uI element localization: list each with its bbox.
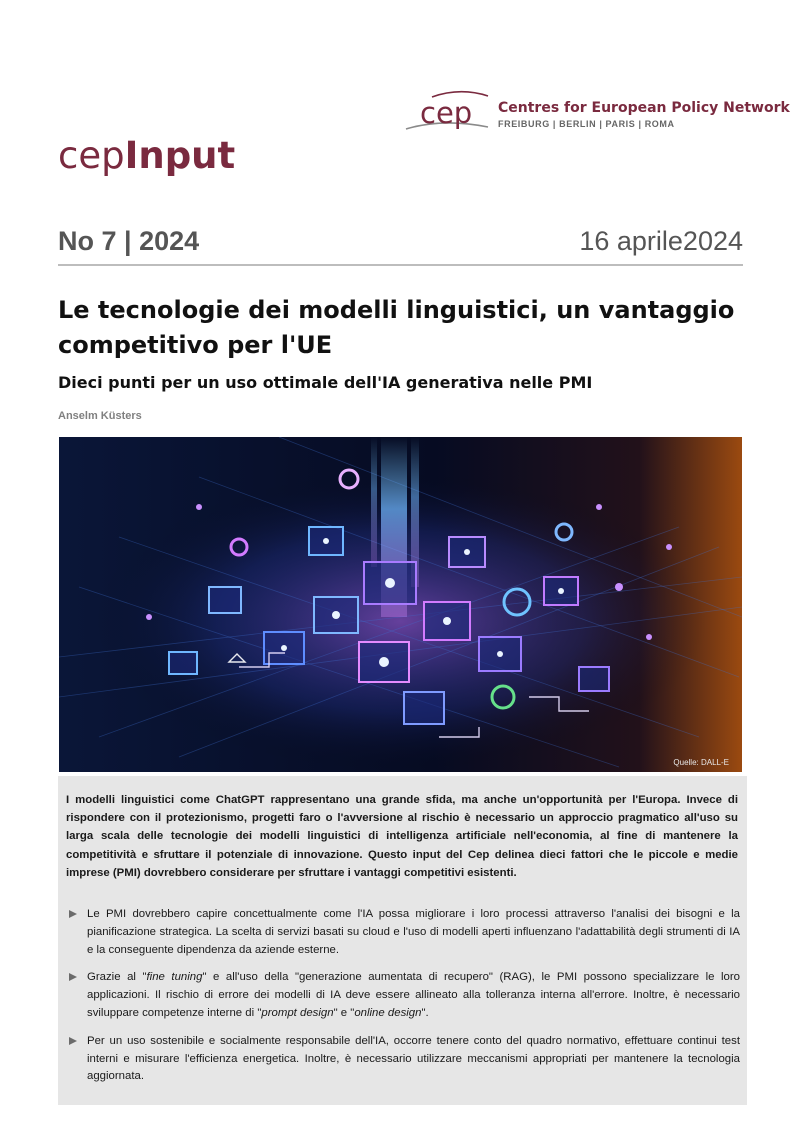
publication-brand [58, 134, 235, 177]
logo-cities: FREIBURG | BERLIN | PARIS | ROMA [498, 119, 675, 129]
bullet-triangle-icon [69, 910, 77, 918]
author-name: Anselm Küsters [58, 410, 142, 422]
key-point [68, 969, 740, 1022]
key-point-term-fine-tuning: fine tuning [146, 971, 203, 984]
key-point-text-c: " e all'uso della "generazione aumentata di recupero" (RAG), le PMI possono specializzare le loro applicazioni. Il rischio di errore dei modelli di IA deve essere allineato alla tolleranza interna all'errore. Inoltre, è necessario sviluppare competenze interne di " [87, 971, 740, 1019]
summary-box [58, 776, 747, 1105]
key-point [68, 906, 740, 959]
issue-number: No 7 | 2024 [58, 226, 200, 256]
hero-illustration [59, 437, 742, 772]
image-credit: Quelle: DALL-E [673, 758, 729, 767]
brand-cep: cep [58, 134, 125, 177]
logo-network-name: Centres for European Policy Network [498, 100, 790, 116]
key-point-text-g: ". [421, 1006, 429, 1019]
key-point-text: Per un uso sostenibile e socialmente responsabile dell'IA, occorre tenere conto del quadro normativo, effettuare continui test interni e misurare l'efficienza energetica. Inoltre, è necessario utilizzare meccanismi appropriati per mantenere la tecnologia aggiornata. [87, 1034, 740, 1083]
bullet-triangle-icon [69, 973, 77, 981]
key-point-text: Le PMI dovrebbero capire concettualmente come l'IA possa migliorare i loro processi attraverso l'analisi dei bisogni e la pianificazione strategica. La scelta di servizi basati su cloud e l'uso di modelli aperti influenzano l'adattabilità degli strumenti di IA e la conseguente dipendenza da aziende esterne. [87, 908, 740, 956]
document-subtitle: Dieci punti per un uso ottimale dell'IA generativa nelle PMI [58, 373, 593, 392]
key-point-term-online-design: online design [354, 1006, 422, 1019]
key-point [68, 1033, 740, 1086]
cep-network-logo [402, 88, 790, 138]
abstract-text: I modelli linguistici come ChatGPT rappresentano una grande sfida, ma anche un'opportunità per l'Europa. Invece di rispondere con il protezionismo, progetti faro o l'avversione al rischio è necessario un approccio pragmatico all'uso su larga scala delle tecnologie dei modelli linguistici di intelligenza artificiale nell'economia, al fine di mantenere la competitività e sfruttare il potenziale di innovazione. Questo input del Cep delinea dieci fattori che le piccole e medie imprese (PMI) dovrebbero considerare per sfruttare i vantaggi competitivi esistenti. [66, 794, 738, 879]
header-divider [58, 264, 743, 266]
logo-mark-text: cep [420, 96, 473, 130]
key-point-text-a: Grazie al " [87, 971, 147, 984]
ai-network-illustration-icon [59, 437, 742, 772]
publication-date: 16 aprile2024 [579, 226, 743, 256]
bullet-triangle-icon [69, 1037, 77, 1045]
brand-input: Input [124, 134, 236, 177]
key-point-term-prompt-design: prompt design [261, 1006, 334, 1019]
key-point-text-e: " e " [333, 1006, 355, 1019]
cep-logo-mark-icon [402, 88, 494, 138]
key-points-list [68, 906, 740, 1096]
document-title: Le tecnologie dei modelli linguistici, un vantaggio competitivo per l'UE [58, 296, 735, 359]
